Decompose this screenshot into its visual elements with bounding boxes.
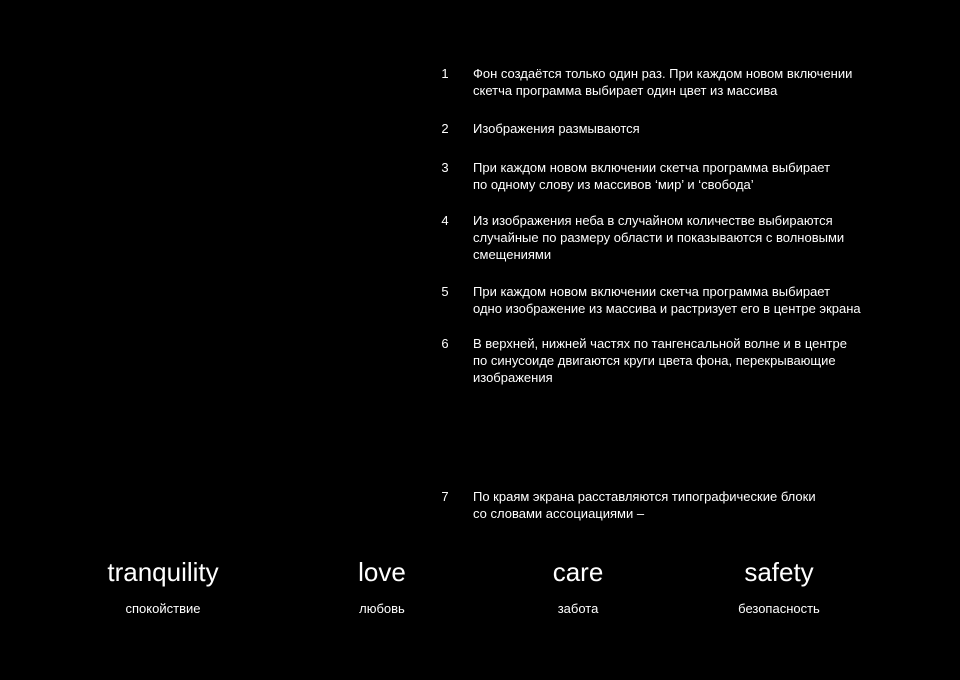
word-english: love <box>358 557 406 587</box>
word-english: care <box>552 557 604 587</box>
step-line: По краям экрана расставляются типографические блоки <box>473 489 816 504</box>
step-line: В верхней, нижней частях по тангенсальной волне и в центре <box>473 336 847 351</box>
step-number: 1 <box>441 66 449 81</box>
step-line: При каждом новом включении скетча программа выбирает <box>473 160 831 175</box>
step-text <box>473 335 933 386</box>
step-line: Фон создаётся только один раз. При каждом новом включении <box>473 66 853 81</box>
step-text <box>473 488 933 522</box>
step-line: одно изображение из массива и растризует его в центре экрана <box>473 301 861 316</box>
word-english: tranquility <box>107 557 219 587</box>
step-line: случайные по размеру области и показываются с волновыми <box>473 230 845 245</box>
step-text <box>473 65 933 99</box>
word-russian: безопасность <box>738 601 820 616</box>
step-text <box>473 159 933 193</box>
step-number: 5 <box>441 284 449 299</box>
word-russian: забота <box>557 601 599 616</box>
step-number: 6 <box>441 336 449 351</box>
word-block-care <box>478 556 678 617</box>
step-line: по одному слову из массивов ‘мир’ и ‘свобода’ <box>473 177 754 192</box>
step-line: по синусоиде двигаются круги цвета фона, перекрывающие <box>473 353 836 368</box>
word-block-safety <box>679 556 879 617</box>
step-text <box>473 283 933 317</box>
step-number: 3 <box>441 160 449 175</box>
step-number: 7 <box>441 489 449 504</box>
word-russian: любовь <box>359 601 405 616</box>
word-russian: спокойствие <box>125 601 201 616</box>
step-line: При каждом новом включении скетча программа выбирает <box>473 284 831 299</box>
step-number: 2 <box>441 121 449 136</box>
step-line: скетча программа выбирает один цвет из массива <box>473 83 778 98</box>
step-line: Из изображения неба в случайном количестве выбираются <box>473 213 833 228</box>
step-line: Изображения размываются <box>473 121 640 136</box>
word-english: safety <box>744 557 814 587</box>
word-block-tranquility <box>63 556 263 617</box>
step-line: изображения <box>473 370 553 385</box>
word-block-love <box>282 556 482 617</box>
step-number: 4 <box>441 213 449 228</box>
step-text <box>473 120 933 137</box>
step-text <box>473 212 933 263</box>
step-line: смещениями <box>473 247 552 262</box>
step-line: со словами ассоциациями – <box>473 506 645 521</box>
